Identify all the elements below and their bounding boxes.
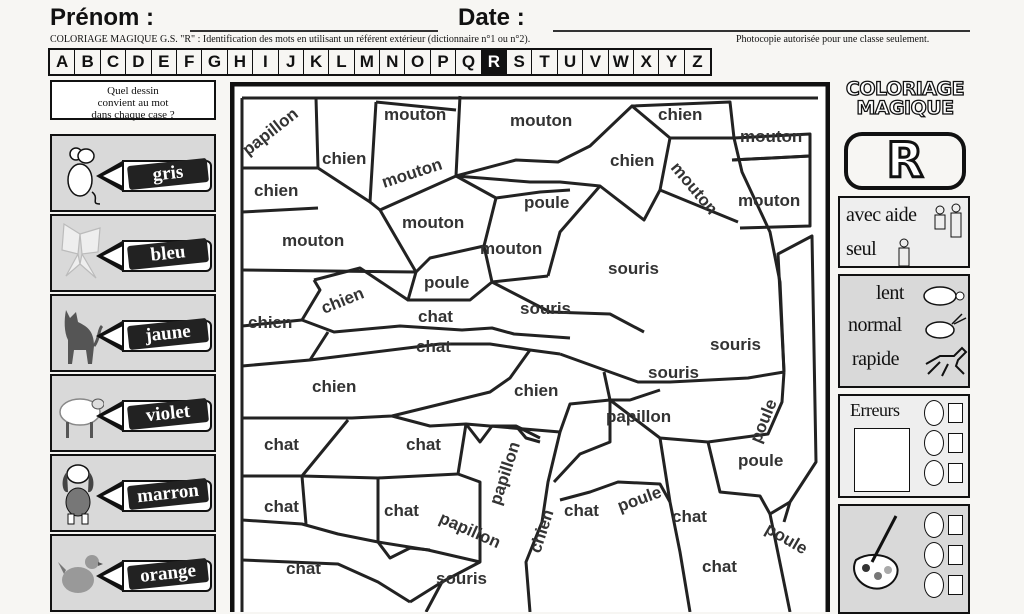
alphabet-letter: B [75, 50, 100, 74]
alphabet-letter: R [482, 50, 507, 74]
erreurs-label: Erreurs [850, 400, 900, 420]
pencil-violet [96, 400, 212, 432]
region-word: chat [286, 559, 321, 578]
region-word: chien [658, 105, 703, 124]
region-word: chat [264, 435, 299, 454]
region-word: chat [672, 507, 707, 526]
region-word: souris [608, 259, 660, 278]
help-box [838, 196, 970, 268]
color-label: orange [127, 558, 209, 590]
region-word: chien [322, 149, 367, 168]
region-word: chien [514, 381, 559, 400]
region-word: mouton [740, 127, 803, 146]
face-icon [924, 512, 944, 538]
alphabet-letter: N [380, 50, 405, 74]
rating-checkbox[interactable] [948, 463, 963, 483]
face-icon [924, 430, 944, 456]
logo-line: MAGIQUE [856, 97, 954, 119]
region-word: papillon [436, 508, 504, 553]
region-word: mouton [480, 239, 543, 258]
alphabet-letter: Q [456, 50, 481, 74]
palette-icon [846, 510, 906, 600]
region-word: papillon [238, 104, 302, 160]
question-line: Quel dessin [107, 85, 159, 97]
region-word: poule [738, 451, 784, 470]
alphabet-letter: U [558, 50, 583, 74]
turtle-icon [918, 282, 968, 306]
color-label: bleu [127, 238, 209, 270]
alphabet-letter: Y [659, 50, 684, 74]
rating-checkbox[interactable] [948, 515, 963, 535]
face-icon [924, 460, 944, 486]
big-letter: R [886, 133, 924, 189]
date-label: Date : [458, 4, 525, 31]
alphabet-letter: X [634, 50, 659, 74]
legend-panel [50, 80, 218, 610]
alphabet-letter: F [177, 50, 202, 74]
alphabet-letter: Z [692, 52, 703, 71]
region-word: mouton [510, 111, 573, 130]
info-panel [838, 80, 972, 610]
alphabet-bar [48, 48, 712, 76]
logo [838, 80, 972, 118]
alphabet-letter: C [101, 50, 126, 74]
region-word: chien [610, 151, 655, 170]
color-label: violet [127, 398, 209, 430]
alphabet-letter: J [279, 50, 304, 74]
rating-checkbox[interactable] [948, 545, 963, 565]
logo-line: COLORIAGE [845, 78, 965, 100]
legend-item-jaune [50, 294, 216, 372]
alphabet-letter: W [609, 50, 634, 74]
color-label: gris [127, 158, 209, 190]
region-word: chien [248, 313, 293, 332]
region-word: chat [384, 501, 419, 520]
region-word: papillon [606, 407, 672, 426]
child-icon [896, 238, 912, 268]
rating-checkbox[interactable] [948, 403, 963, 423]
region-word: poule [614, 482, 664, 516]
alphabet-letter: K [304, 50, 329, 74]
region-word: chat [418, 307, 453, 326]
alphabet-letter: T [532, 50, 557, 74]
alphabet-letter: V [583, 50, 608, 74]
region-word: chat [564, 501, 599, 520]
question-box [50, 80, 216, 120]
legend-item-marron [50, 454, 216, 532]
question-line: dans chaque case ? [91, 109, 175, 121]
region-word: mouton [379, 154, 445, 192]
region-word: souris [648, 363, 700, 382]
region-word: chat [416, 337, 451, 356]
errors-count-box[interactable] [854, 428, 910, 492]
region-word: chien [318, 283, 367, 318]
rating-checkbox[interactable] [948, 575, 963, 595]
alphabet-letter: H [228, 50, 253, 74]
face-icon [924, 572, 944, 598]
paint-box [838, 504, 970, 614]
region-word: chien [254, 181, 299, 200]
subtitle: COLORIAGE MAGIQUE G.S. "R" : Identification des mots en utilisant un référent extérieur (dictionnaire n°1 ou n°2). [50, 34, 531, 45]
legend-item-violet [50, 374, 216, 452]
legend-item-orange [50, 534, 216, 612]
region-word: mouton [384, 105, 447, 124]
alphabet-letter: D [126, 50, 151, 74]
color-label: marron [127, 478, 209, 510]
alphabet-letter: L [329, 50, 354, 74]
horse-icon [920, 344, 968, 378]
avec-aide-label: avec aide [846, 204, 917, 226]
pencil-bleu [96, 240, 212, 272]
face-icon [924, 400, 944, 426]
alphabet-letter: M [355, 50, 380, 74]
speed-box [838, 274, 970, 388]
region-word: mouton [666, 158, 722, 219]
region-word: poule [524, 193, 570, 212]
alphabet-letter: P [431, 50, 456, 74]
adult-child-icon [932, 202, 966, 240]
rapide-label: rapide [852, 348, 899, 370]
region-word: chat [406, 435, 441, 454]
region-word: papillon [485, 439, 524, 508]
region-word: souris [436, 569, 488, 588]
copy-note: Photocopie autorisée pour une classe seulement. [736, 34, 930, 45]
prenom-field[interactable] [190, 30, 438, 32]
question-line: convient au mot [97, 97, 169, 109]
region-word: mouton [402, 213, 465, 232]
region-word: poule [762, 519, 811, 559]
alphabet-letter: I [253, 50, 278, 74]
legend-item-gris [50, 134, 216, 212]
region-word: mouton [282, 231, 345, 250]
alphabet-letter: A [50, 50, 75, 74]
region-word: chien [312, 377, 357, 396]
alphabet-letter: O [405, 50, 430, 74]
region-word: poule [746, 396, 781, 446]
region-word: chien [525, 507, 558, 556]
prenom-label: Prénom : [50, 4, 155, 31]
normal-label: normal [848, 314, 902, 336]
header [50, 4, 980, 34]
lent-label: lent [876, 282, 904, 304]
region-word: chat [702, 557, 737, 576]
alphabet-letter: E [152, 50, 177, 74]
alphabet-letter: S [507, 50, 532, 74]
pencil-orange [96, 560, 212, 592]
color-label: jaune [127, 318, 209, 350]
region-word: poule [424, 273, 470, 292]
rabbit-icon [920, 312, 968, 340]
face-icon [924, 542, 944, 568]
region-word: mouton [738, 191, 801, 210]
alphabet-letter: G [202, 50, 227, 74]
pencil-gris [96, 160, 212, 192]
errors-box [838, 394, 970, 498]
pencil-jaune [96, 320, 212, 352]
region-word: souris [520, 299, 572, 318]
big-letter-badge [844, 132, 966, 190]
date-field[interactable] [553, 30, 970, 32]
legend-item-bleu [50, 214, 216, 292]
coloring-picture [230, 82, 830, 612]
rating-checkbox[interactable] [948, 433, 963, 453]
seul-label: seul [846, 238, 877, 260]
region-word: souris [710, 335, 762, 354]
pencil-marron [96, 480, 212, 512]
region-word: chat [264, 497, 299, 516]
